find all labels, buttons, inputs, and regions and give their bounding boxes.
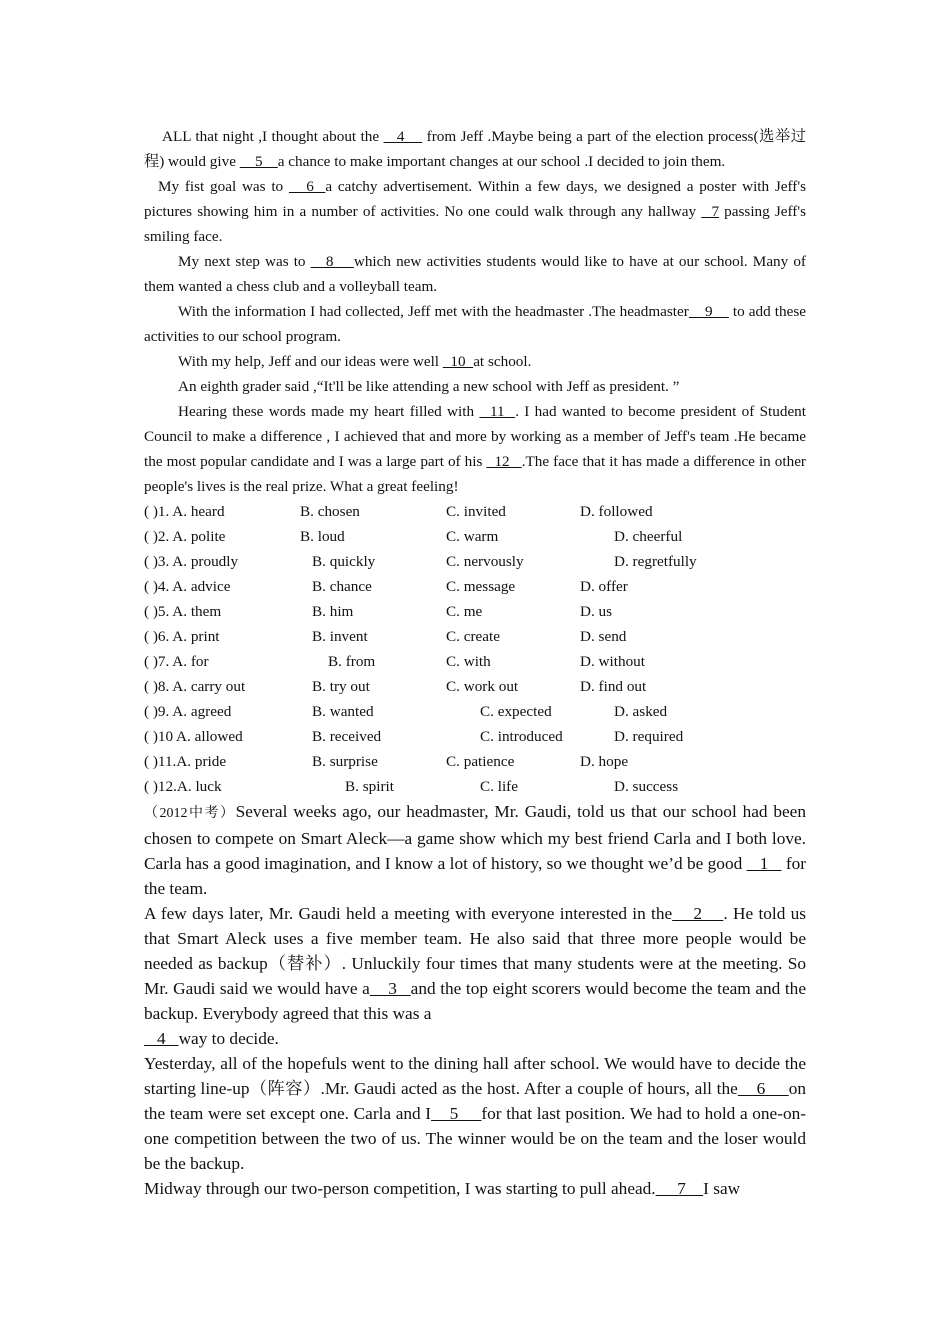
passage2-paragraph-1 bbox=[144, 799, 806, 901]
passage1-paragraph-4 bbox=[144, 299, 806, 349]
blank-4: 4 bbox=[144, 1029, 179, 1048]
text: My fist goal was to bbox=[158, 178, 289, 195]
option-c: C. create bbox=[446, 628, 500, 645]
option-d: D. offer bbox=[580, 578, 628, 595]
passage1-paragraph-5 bbox=[144, 349, 806, 374]
text: way to decide. bbox=[178, 1029, 279, 1048]
text: A few days later, Mr. Gaudi held a meeting with everyone interested in the bbox=[144, 904, 673, 923]
passage1-paragraph-7 bbox=[144, 399, 806, 499]
option-d: D. without bbox=[580, 653, 645, 670]
text: a catchy advertisement. Within a few days, we designed a poster with Jeff's pictures showing him in a number of activities. No one could walk through any hallway bbox=[144, 178, 806, 220]
option-row-11 bbox=[144, 749, 806, 774]
passage2-paragraph-4 bbox=[144, 1176, 806, 1201]
option-b: B. wanted bbox=[312, 703, 374, 720]
text: which new activities students would like to have at our school. Many of them wanted a chess club and a volleyball team. bbox=[144, 253, 806, 295]
options-list bbox=[144, 499, 806, 799]
option-a: ( )4. A. advice bbox=[144, 578, 231, 595]
option-row-5 bbox=[144, 599, 806, 624]
passage2-paragraph-2 bbox=[144, 901, 806, 1051]
passage2-paragraph-3 bbox=[144, 1051, 806, 1176]
text: . I had wanted to become president of Student Council to make a difference , I achieved that and more by working as a member of Jeff's team .He became the most popular candidate and I was a large part of his bbox=[144, 403, 806, 470]
option-a: ( )1. A. heard bbox=[144, 503, 225, 520]
option-c: C. warm bbox=[446, 528, 499, 545]
blank-7: 7 bbox=[655, 1179, 704, 1198]
option-row-10 bbox=[144, 724, 806, 749]
blank-3: 3 bbox=[369, 979, 411, 998]
text: Several weeks ago, our headmaster, Mr. Gaudi, told us that our school had been chosen to compete on Smart Aleck—a game show which my best friend Carla and I both love. Carla has a good imagination, and I know a lot of history, so we thought we’d be good bbox=[144, 802, 806, 873]
option-d: D. us bbox=[580, 603, 613, 620]
option-c: C. patience bbox=[446, 753, 515, 770]
option-d: D. find out bbox=[580, 678, 647, 695]
option-c: C. nervously bbox=[446, 553, 524, 570]
option-row-8 bbox=[144, 674, 806, 699]
option-b: B. spirit bbox=[345, 778, 394, 795]
text: for the team. bbox=[144, 854, 807, 898]
option-a: ( )3. A. proudly bbox=[144, 553, 239, 570]
option-a: ( )11.A. pride bbox=[144, 753, 227, 770]
option-d: D. send bbox=[580, 628, 627, 645]
text: I saw bbox=[703, 1179, 741, 1198]
option-b: B. from bbox=[328, 653, 376, 670]
text: With my help, Jeff and our ideas were well bbox=[178, 353, 443, 370]
option-d: D. asked bbox=[614, 703, 668, 720]
option-row-9 bbox=[144, 699, 806, 724]
text: a chance to make important changes at our school .I decided to join them. bbox=[277, 153, 726, 170]
option-a: ( )10 A. allowed bbox=[144, 728, 243, 745]
passage1-paragraph-6 bbox=[144, 374, 806, 399]
option-b: B. quickly bbox=[312, 553, 376, 570]
option-c: C. with bbox=[446, 653, 491, 670]
option-a: ( )2. A. polite bbox=[144, 528, 226, 545]
text: . He told us that Smart Aleck uses a five member team. He also said that three more people would be needed as backup（替补）. Unluckily four times that many students were at the meeting. So Mr. Gaudi said we would have a bbox=[144, 904, 807, 998]
option-c: C. life bbox=[480, 778, 518, 795]
option-c: C. introduced bbox=[480, 728, 563, 745]
option-c: C. invited bbox=[446, 503, 506, 520]
option-b: B. invent bbox=[312, 628, 368, 645]
text: My next step was to bbox=[178, 253, 311, 270]
option-a: ( )6. A. print bbox=[144, 628, 220, 645]
option-c: C. message bbox=[446, 578, 516, 595]
blank-9: 9 bbox=[688, 303, 729, 320]
option-c: C. expected bbox=[480, 703, 552, 720]
option-d: D. success bbox=[614, 778, 679, 795]
document-page bbox=[144, 124, 806, 1201]
option-b: B. chance bbox=[312, 578, 372, 595]
option-b: B. surprise bbox=[312, 753, 378, 770]
blank-8: 8 bbox=[310, 253, 354, 270]
option-d: D. cheerful bbox=[614, 528, 683, 545]
passage1-paragraph-1 bbox=[144, 124, 806, 174]
option-a: ( )9. A. agreed bbox=[144, 703, 232, 720]
text: and the top eight scorers would become the team and the backup. Everybody agreed that this was a bbox=[144, 979, 806, 1023]
option-a: ( )7. A. for bbox=[144, 653, 209, 670]
option-a: ( )5. A. them bbox=[144, 603, 222, 620]
option-row-2 bbox=[144, 524, 806, 549]
blank-7: 7 bbox=[701, 203, 720, 220]
text: With the information I had collected, Jeff met with the headmaster .The headmaster bbox=[178, 303, 689, 320]
option-row-6 bbox=[144, 624, 806, 649]
blank-2: 2 bbox=[672, 904, 724, 923]
option-b: B. him bbox=[312, 603, 354, 620]
option-d: D. regretfully bbox=[614, 553, 697, 570]
option-a: ( )8. A. carry out bbox=[144, 678, 246, 695]
option-b: B. received bbox=[312, 728, 382, 745]
text: for that last position. We had to hold a one-on-one competition between the two of us. The winner would be on the team and the loser would be the backup. bbox=[144, 1104, 806, 1173]
passage1-paragraph-2 bbox=[144, 174, 806, 249]
blank-6: 6 bbox=[737, 1079, 789, 1098]
text: Midway through our two-person competition, I was starting to pull ahead. bbox=[144, 1179, 656, 1198]
passage1-paragraph-3 bbox=[144, 249, 806, 299]
option-d: D. required bbox=[614, 728, 684, 745]
blank-12: 12 bbox=[486, 453, 522, 470]
text: An eighth grader said ,“It'll be like attending a new school with Jeff as president. ” bbox=[178, 378, 680, 395]
text: from Jeff .Maybe being a part of the election process(选举过程) would give bbox=[144, 128, 806, 170]
blank-1: 1 bbox=[746, 854, 782, 873]
option-b: B. try out bbox=[312, 678, 370, 695]
text: on the team were set except one. Carla and I bbox=[144, 1079, 806, 1123]
blank-4: 4 bbox=[383, 128, 423, 145]
option-row-12 bbox=[144, 774, 806, 799]
blank-11: 11 bbox=[479, 403, 516, 420]
option-d: D. followed bbox=[580, 503, 653, 520]
option-d: D. hope bbox=[580, 753, 629, 770]
text: .The face that it has made a difference in other people's lives is the real prize. What a great feeling! bbox=[144, 453, 806, 495]
option-row-7 bbox=[144, 649, 806, 674]
text: at school. bbox=[473, 353, 532, 370]
blank-5: 5 bbox=[431, 1104, 482, 1123]
option-row-3 bbox=[144, 549, 806, 574]
source-tag: （2012中考） bbox=[144, 806, 236, 821]
option-c: C. work out bbox=[446, 678, 519, 695]
text: Hearing these words made my heart filled with bbox=[178, 403, 480, 420]
option-c: C. me bbox=[446, 603, 483, 620]
blank-5: 5 bbox=[239, 153, 278, 170]
text: ALL that night ,I thought about the bbox=[162, 128, 384, 145]
text: passing Jeff's smiling face. bbox=[144, 203, 807, 245]
blank-6: 6 bbox=[288, 178, 326, 195]
option-row-4 bbox=[144, 574, 806, 599]
option-b: B. loud bbox=[300, 528, 345, 545]
text: to add these activities to our school program. bbox=[144, 303, 806, 345]
option-a: ( )12.A. luck bbox=[144, 778, 222, 795]
option-row-1 bbox=[144, 499, 806, 524]
text: Yesterday, all of the hopefuls went to the dining hall after school. We would have to decide the starting line-up（阵容）.Mr. Gaudi acted as the host. After a couple of hours, all the bbox=[144, 1054, 806, 1098]
option-b: B. chosen bbox=[300, 503, 360, 520]
blank-10: 10 bbox=[442, 353, 474, 370]
